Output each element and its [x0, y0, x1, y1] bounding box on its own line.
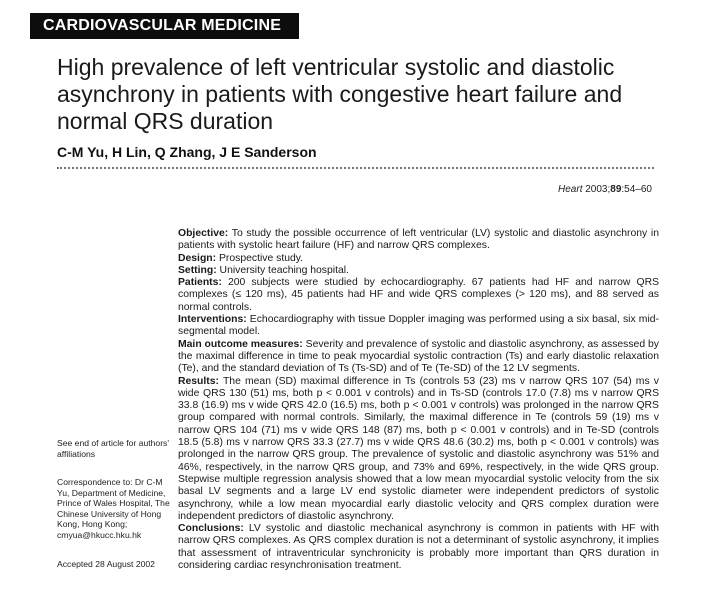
citation-pages: :54–60: [621, 184, 652, 195]
dotted-divider: [57, 167, 654, 169]
setting-label: Setting:: [178, 264, 217, 276]
abstract-conclusions: [178, 523, 659, 572]
citation-volume: 89: [610, 184, 622, 195]
main-outcome-text: Severity and prevalence of systolic and diastolic asynchrony, as assessed by the maximal difference in time to peak myocardial systolic contraction (Ts) and early diastolic relaxation (Te), and the standard deviation of Ts (Ts-SD) and of Te (Te-SD) of the 12 LV segments.: [178, 338, 659, 375]
abstract-objective: [178, 228, 659, 253]
design-label: Design:: [178, 252, 217, 264]
patients-text: 200 subjects were studied by echocardiography. 67 patients had HF and narrow QRS complexes (≤ 120 ms), 45 patients had HF and wide QRS complexes (> 120 ms), and 88 served as normal controls.: [178, 277, 659, 313]
article-title: High prevalence of left ventricular systolic and diastolic asynchrony in patients with congestive heart failure and normal QRS duration: [57, 54, 623, 134]
citation: [558, 184, 652, 195]
conclusions-text: LV systolic and diastolic mechanical asynchrony is common in patients with HF with narrow QRS complexes. As QRS complex duration is not a determinant of systolic asynchrony, it implies that assessment of intraventricular synchronicity is probably more important than QRS duration in considering cardiac resynchronisation treatment.: [178, 523, 659, 572]
interventions-text: Echocardiography with tissue Doppler imaging was performed using a six basal, six mid-segmental model.: [178, 314, 659, 338]
abstract-results: [178, 376, 659, 524]
affiliations-note-text: See end of article for authors' affiliations: [57, 438, 169, 459]
interventions-label: Interventions:: [178, 314, 247, 326]
correspondence-note: [57, 477, 173, 541]
objective-label: Objective:: [178, 228, 229, 239]
results-label: Results:: [178, 375, 219, 387]
design-text: Prospective study.: [216, 252, 304, 264]
affiliations-note: [57, 438, 173, 459]
abstract-main-outcome: [178, 339, 659, 376]
accepted-date: [57, 559, 173, 570]
objective-text: To study the possible occurrence of left ventricular (LV) systolic and diastolic asynchrony in patients with systolic heart failure (HF) and narrow QRS complexes.: [178, 228, 659, 252]
abstract: [178, 228, 659, 572]
abstract-patients: [178, 277, 659, 314]
patients-label: Patients:: [178, 277, 222, 289]
conclusions-label: Conclusions:: [178, 523, 244, 535]
setting-text: University teaching hospital.: [216, 264, 349, 276]
abstract-interventions: [178, 314, 659, 339]
results-text: The mean (SD) maximal difference in Ts (controls 53 (23) ms v narrow QRS 107 (54) ms v wide QRS 130 (51) ms, both p < 0.001 v controls) and in Ts-SD (controls 17.0 (7.8) ms v narrow QRS 33.8 (16.9) ms v wide QRS 42.0 (16.5) ms, both p < 0.001 v controls) was prolonged in the narrow QRS group compared with normal controls. Similarly, the maximal difference in Te (controls 59 (19) ms v narrow QRS 104 (71) ms v wide QRS 148 (87) ms, both p < 0.001 v controls) and in Te-SD (controls 18.5 (5.8) ms v narrow QRS 33.3 (27.7) ms v wide QRS 48.6 (30.2) ms, both p < 0.001 v controls) was prolonged in the narrow QRS group. The prevalence of systolic and diastolic asynchrony was 51% and 46%, respectively, in the narrow QRS group, and 73% and 69%, respectively, in the wide QRS group. Stepwise multiple regression analysis showed that a low mean myocardial systolic velocity from the six basal LV segments and a large LV end systolic diameter were independent predictors of systolic asynchrony, while a low mean myocardial early diastolic velocity and QRS complex duration were independent predictors of diastolic asynchrony.: [178, 375, 659, 522]
accepted-text: Accepted 28 August 2002: [57, 559, 155, 569]
main-outcome-label: Main outcome measures:: [178, 338, 303, 350]
abstract-design: [178, 253, 659, 265]
abstract-setting: [178, 265, 659, 277]
citation-year: 2003;: [585, 184, 611, 195]
author-list: C-M Yu, H Lin, Q Zhang, J E Sanderson: [57, 144, 317, 160]
correspondence-text: Correspondence to: Dr C-M Yu, Department of Medicine, Prince of Wales Hospital, The Chinese University of Hong Kong, Hong Kong; cmyua@hkucc.hku.hk: [57, 477, 170, 540]
section-label: CARDIOVASCULAR MEDICINE: [30, 13, 299, 39]
journal-name: Heart: [558, 184, 583, 195]
